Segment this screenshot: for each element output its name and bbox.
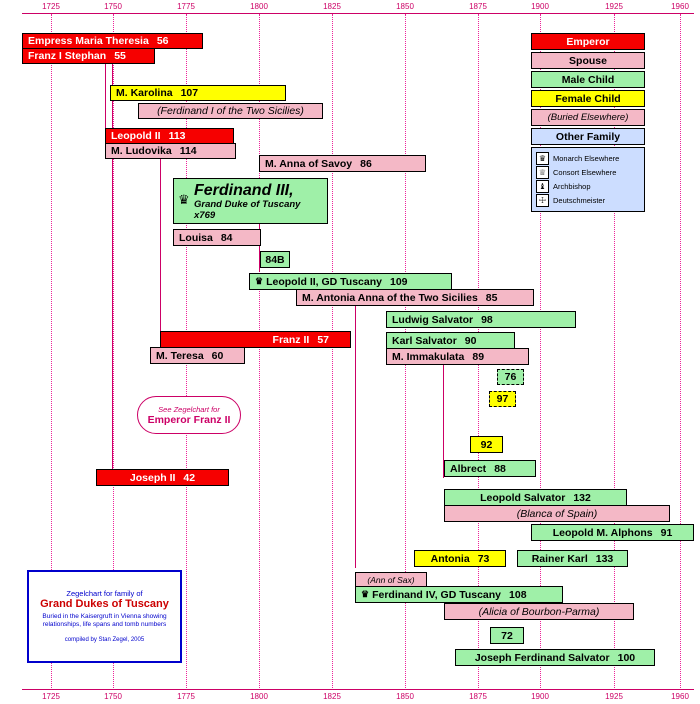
bar-empress-maria-theresia	[22, 33, 203, 49]
bar-label-84b: 84B	[265, 253, 285, 266]
bar-label-ferdinand-iv-gd-tuscany: Ferdinand IV, GD Tuscany	[372, 588, 502, 601]
bar-label-leopold-salvator: Leopold Salvator	[480, 491, 566, 504]
axis-tick-bottom-3: 1800	[250, 692, 268, 701]
bar-antonia	[414, 550, 506, 567]
chart-title-line3: Buried in the Kaisergruft in Vienna showing relationships, life spans and tomb numbers	[42, 613, 167, 628]
bar-num-m-anna-of-savoy: 86	[360, 157, 372, 170]
gridline-1825	[332, 14, 333, 690]
axis-rule-top	[22, 13, 694, 14]
bar-label-m-antonia-anna: M. Antonia Anna of the Two Sicilies	[302, 291, 478, 304]
bar-num-leopold-ii-gd-tuscany: 109	[389, 275, 408, 288]
bar-m-immakulata	[386, 348, 529, 365]
bar-label-joseph-ferdinand-salvator: Joseph Ferdinand Salvator	[474, 651, 610, 664]
bar-num-m-teresa: 60	[211, 349, 224, 362]
axis-tick-bottom-5: 1850	[396, 692, 414, 701]
bar-label-72: 72	[501, 629, 513, 642]
legend-icon-row-archbishop	[536, 180, 640, 193]
bar-72	[490, 627, 524, 644]
connector-vertical-leopold	[160, 144, 161, 334]
bar-label-ferdinand-i-of-the-two-sicilies: (Ferdinand I of the Two Sicilies)	[157, 105, 304, 117]
axis-tick-top-0: 1725	[42, 2, 60, 11]
chart-title-line1: Zegelchart for family of	[66, 589, 143, 598]
bar-label-leopold-ii-gd-tuscany: Leopold II, GD Tuscany	[266, 275, 382, 288]
axis-tick-top-3: 1800	[250, 2, 268, 11]
bar-label-m-immakulata: M. Immakulata	[392, 350, 465, 363]
bar-label-leopold-ii: Leopold II	[111, 130, 161, 142]
bar-karl-salvator	[386, 332, 515, 349]
chart-title-line2: Grand Dukes of Tuscany	[40, 598, 169, 610]
bar-franz-ii	[160, 331, 351, 348]
bar-leopold-m-alphons	[531, 524, 694, 541]
bar-label-joseph-ii: Joseph II	[129, 471, 176, 484]
bar-m-karolina	[110, 85, 286, 101]
bar-label-franz-i-stephan: Franz I Stephan	[28, 50, 107, 62]
consort-crown-icon: ♕	[536, 166, 549, 179]
bar-joseph-ii	[96, 469, 229, 486]
legend-icon-row-consort-elsewhere	[536, 166, 640, 179]
bar-label-karl-salvator: Karl Salvator	[392, 334, 457, 347]
bar-num-ludwig-salvator: 98	[481, 313, 493, 326]
connector-vertical-leopold-gd	[355, 298, 356, 568]
bar-num-antonia: 73	[477, 552, 490, 565]
axis-tick-bottom-6: 1875	[469, 692, 487, 701]
bar-m-antonia-anna	[296, 289, 534, 306]
bar-num-m-ludovika: 114	[179, 145, 197, 157]
legend-item-emperor: Emperor	[531, 33, 645, 50]
axis-tick-top-2: 1775	[177, 2, 195, 11]
bar-label-empress-maria-theresia: Empress Maria Theresia	[28, 35, 149, 47]
legend-icon-label-consort: Consort Elsewhere	[553, 168, 617, 177]
bar-m-ludovika	[105, 143, 236, 159]
legend-icon-row-monarch-elsewhere	[536, 152, 640, 165]
bar-leopold-salvator	[444, 489, 627, 506]
chart-title-box	[27, 570, 182, 663]
bar-label-m-anna-of-savoy: M. Anna of Savoy	[265, 157, 353, 170]
axis-tick-bottom-0: 1725	[42, 692, 60, 701]
legend-icon-label-archbishop: Archbishop	[553, 182, 591, 191]
bar-label-92: 92	[480, 438, 493, 451]
bar-label-97: 97	[496, 393, 509, 405]
bar-leopold-ii-gd-tuscany	[249, 273, 452, 290]
bar-num-joseph-ii: 42	[183, 471, 196, 484]
axis-tick-bottom-4: 1825	[323, 692, 341, 701]
bar-blanca-of-spain	[444, 505, 670, 522]
bar-ludwig-salvator	[386, 311, 576, 328]
bar-sublabel-ferdinand-iii: Grand Duke of Tuscany x769	[194, 199, 301, 221]
monarch-crown-icon: ♛	[255, 276, 264, 286]
legend	[531, 33, 645, 212]
archbishop-mitre-icon: ♝	[536, 180, 549, 193]
gridline-1960	[680, 14, 681, 690]
bar-num-louisa: 84	[220, 231, 233, 244]
bar-label-alicia-of-bourbon-parma: (Alicia of Bourbon-Parma)	[478, 605, 600, 618]
bar-num-m-immakulata: 89	[472, 350, 485, 363]
legend-item-spouse: Spouse	[531, 52, 645, 69]
axis-tick-bottom-7: 1900	[531, 692, 549, 701]
legend-item-male-child: Male Child	[531, 71, 645, 88]
axis-tick-top-5: 1850	[396, 2, 414, 11]
see-zegelchart-line2: Emperor Franz II	[147, 413, 231, 426]
legend-icon-row-deutschmeister	[536, 194, 640, 207]
bar-label-ludwig-salvator: Ludwig Salvator	[392, 313, 474, 326]
axis-tick-bottom-2: 1775	[177, 692, 195, 701]
bar-num-m-karolina: 107	[180, 87, 199, 99]
axis-tick-top-1: 1750	[104, 2, 122, 11]
bar-num-leopold-salvator: 132	[573, 491, 591, 504]
bar-num-m-antonia-anna: 85	[485, 291, 498, 304]
bar-92	[470, 436, 503, 453]
bar-franz-i-stephan	[22, 48, 155, 64]
bar-m-teresa	[150, 347, 245, 364]
legend-item-other-family: Other Family	[531, 128, 645, 145]
bar-label-ann-of-sax: (Ann of Sax)	[367, 575, 415, 585]
axis-tick-bottom-8: 1925	[605, 692, 623, 701]
bar-num-albrect: 88	[494, 462, 506, 475]
bar-louisa	[173, 229, 261, 246]
bar-num-karl-salvator: 90	[464, 334, 477, 347]
bar-joseph-ferdinand-salvator	[455, 649, 655, 666]
bar-label-m-teresa: M. Teresa	[156, 349, 204, 362]
bar-num-leopold-ii: 113	[168, 130, 186, 142]
deutschmeister-cross-icon: ☩	[536, 194, 549, 207]
bar-76	[497, 369, 524, 385]
bar-84b	[260, 251, 290, 268]
connector-vertical-franz	[112, 56, 113, 471]
bar-alicia-of-bourbon-parma	[444, 603, 634, 620]
bar-label-franz-ii: Franz II	[272, 333, 310, 346]
chart-title-credit: compiled by Stan Zegel, 2005	[64, 637, 145, 643]
bar-label-blanca-of-spain: (Blanca of Spain)	[516, 507, 598, 520]
see-zegelchart-callout[interactable]	[137, 396, 241, 434]
bar-num-rainer-karl: 133	[595, 552, 614, 565]
legend-icon-label-deutschmeister: Deutschmeister	[553, 196, 606, 205]
bar-label-antonia: Antonia	[430, 552, 470, 565]
legend-icon-label-monarch: Monarch Elsewhere	[553, 154, 620, 163]
bar-97	[489, 391, 516, 407]
bar-label-louisa: Louisa	[179, 231, 213, 244]
bar-num-empress-maria-theresia: 56	[156, 35, 169, 47]
axis-tick-top-9: 1960	[671, 2, 689, 11]
axis-tick-bottom-9: 1960	[671, 692, 689, 701]
bar-albrect	[444, 460, 536, 477]
axis-rule-bottom	[22, 689, 694, 690]
axis-tick-top-8: 1925	[605, 2, 623, 11]
bar-label-76: 76	[504, 371, 517, 383]
bar-label-rainer-karl: Rainer Karl	[531, 552, 588, 565]
bar-ferdinand-iv-gd-tuscany	[355, 586, 563, 603]
bar-ferdinand-iii	[173, 178, 328, 224]
bar-num-leopold-m-alphons: 91	[660, 526, 673, 539]
legend-icon-list	[531, 147, 645, 212]
bar-num-franz-ii: 57	[317, 333, 329, 346]
legend-item-buried-elsewhere: (Buried Elsewhere)	[531, 109, 645, 126]
monarch-crown-icon: ♛	[536, 152, 549, 165]
bar-label-m-ludovika: M. Ludovika	[111, 145, 172, 157]
bar-ferdinand-i-of-the-two-sicilies	[138, 103, 323, 119]
bar-num-joseph-ferdinand-salvator: 100	[617, 651, 636, 664]
bar-label-leopold-m-alphons: Leopold M. Alphons	[552, 526, 653, 539]
axis-tick-top-7: 1900	[531, 2, 549, 11]
axis-tick-top-4: 1825	[323, 2, 341, 11]
monarch-crown-icon: ♛	[178, 192, 190, 207]
legend-item-female-child: Female Child	[531, 90, 645, 107]
bar-label-albrect: Albrect	[450, 462, 487, 475]
monarch-crown-icon: ♛	[361, 589, 370, 599]
bar-num-ferdinand-iv-gd-tuscany: 108	[509, 588, 527, 601]
axis-tick-top-6: 1875	[469, 2, 487, 11]
bar-leopold-ii	[105, 128, 234, 144]
axis-tick-bottom-1: 1750	[104, 692, 122, 701]
bar-m-anna-of-savoy	[259, 155, 426, 172]
bar-rainer-karl	[517, 550, 628, 567]
bar-num-franz-i-stephan: 55	[114, 50, 126, 62]
see-zegelchart-line1: See Zegelchart for	[158, 404, 220, 414]
bar-label-ferdinand-iii: Ferdinand III,	[194, 182, 294, 199]
bar-label-m-karolina: M. Karolina	[116, 87, 173, 99]
